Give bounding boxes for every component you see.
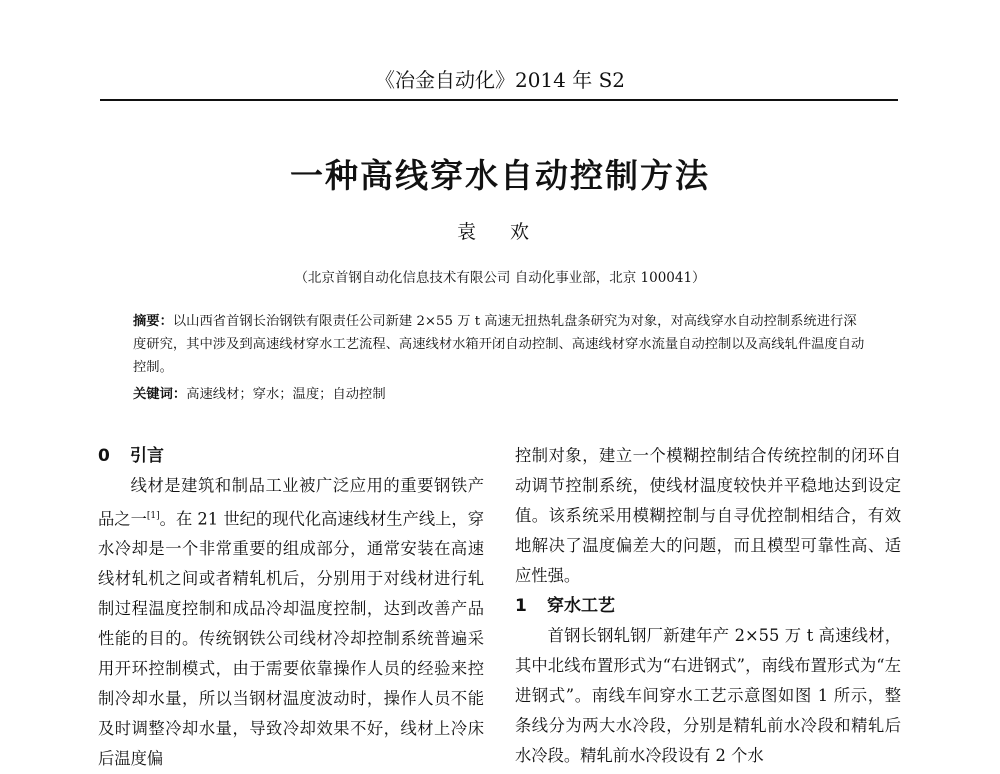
intro-paragraph [98,471,484,774]
affiliation: （北京首钢自动化信息技术有限公司 自动化事业部，北京 100041） [294,270,706,286]
citation-ref: [1] [146,511,160,521]
section-number: 1 [515,596,527,616]
intro-text-a: 线材是建筑和制品工业被广泛应用的重要钢铁产品之一 [98,476,484,529]
section-title: 引言 [130,446,164,466]
keywords-text: 高速线材；穿水；温度；自动控制 [186,387,386,402]
paper-title: 一种高线穿水自动控制方法 [290,156,710,195]
process-paragraph: 首钢长钢轧钢厂新建年产 2×55 万 t 高速线材，其中北线布置形式为“右进钢式”，南线布置形式为“左进钢式”。南线车间穿水工艺示意图如图 1 所示，整条线分为两大水冷段，分别是精轧前水冷段和精轧后水冷段。精轧前水冷段设有 2 个水 [515,626,901,765]
section-title: 穿水工艺 [547,596,615,616]
abstract-text: 以山西省首钢长治钢铁有限责任公司新建 2×55 万 t 高速无扭热轧盘条研究为对象，对高线穿水自动控制系统进行深度研究，其中涉及到高速线材穿水工艺流程、高速线材水箱开闭自动控制、高速线材穿水流量自动控制以及高线轧件温度自动控制。 [133,314,865,375]
author: 袁 欢 [456,221,544,243]
keywords-label: 关键词： [133,387,187,402]
section-heading-process [515,591,901,621]
section-heading-introduction [98,441,484,471]
section-number: 0 [98,446,110,466]
keywords [133,385,868,405]
journal-header: 《冶金自动化》2014 年 S2 [374,68,626,92]
header-rule [100,99,898,101]
abstract-label: 摘要： [133,314,173,329]
right-column [515,441,901,771]
intro-continuation: 控制对象，建立一个模糊控制结合传统控制的闭环自动调节控制系统，使线材温度较快并平稳地达到设定值。该系统采用模糊控制与自寻优控制相结合，有效地解决了温度偏差大的问题，而且模型可靠性高、适应性强。 [515,446,901,585]
abstract [133,310,868,379]
left-column [98,441,484,774]
intro-text-b: 。在 21 世纪的现代化高速线材生产线上，穿水冷却是一个非常重要的组成部分，通常安装在高速线材轧机之间或者精轧机后，分别用于对线材进行轧制过程温度控制和成品冷却温度控制，达到改善产品性能的目的。传统钢铁公司线材冷却控制系统普遍采用开环控制模式，由于需要依靠操作人员的经验来控制冷却水量，所以当钢材温度波动时，操作人员不能及时调整冷却水量，导致冷却效果不好，线材上冷床后温度偏 [98,509,484,769]
